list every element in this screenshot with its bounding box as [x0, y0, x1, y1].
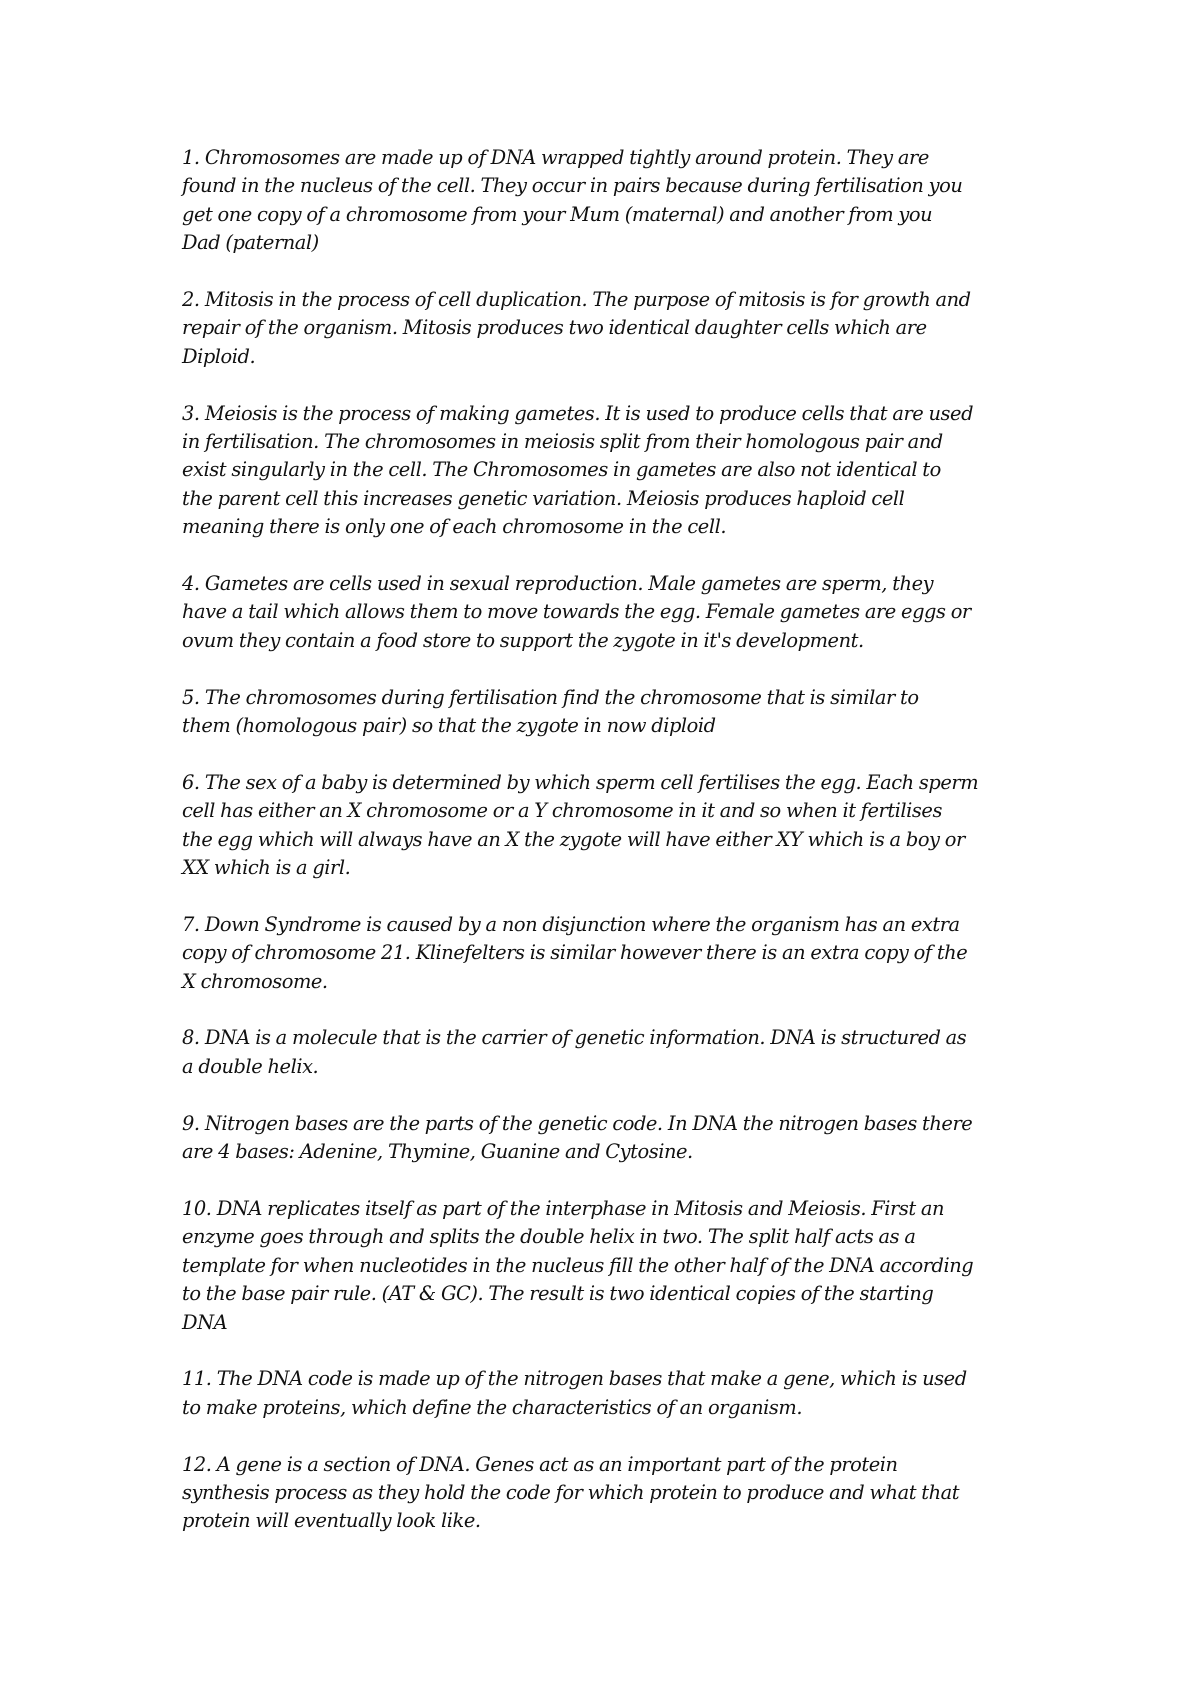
text-line: 5. The chromosomes during fertilisation find the chromosome that is similar to [182, 685, 919, 709]
text-line: found in the nucleus of the cell. They occur in pairs because during fertilisation you [182, 174, 963, 198]
paragraph-7 [182, 911, 1044, 996]
text-line: the parent cell this increases genetic variation. Meiosis produces haploid cell [182, 486, 905, 510]
text-line: 10. DNA replicates itself as part of the interphase in Mitosis and Meiosis. First an [182, 1196, 945, 1220]
text-line: protein will eventually look like. [182, 1509, 481, 1533]
text-line: 7. Down Syndrome is caused by a non disjunction where the organism has an extra [182, 912, 960, 936]
text-line: DNA [182, 1310, 228, 1334]
paragraph-1 [182, 144, 1044, 258]
text-line: meaning there is only one of each chromosome in the cell. [182, 515, 727, 539]
paragraph-6 [182, 769, 1044, 883]
text-line: XX which is a girl. [182, 856, 351, 880]
text-line: 11. The DNA code is made up of the nitrogen bases that make a gene, which is used [182, 1367, 967, 1391]
text-line: enzyme goes through and splits the double helix in two. The split half acts as a [182, 1225, 916, 1249]
paragraph-9 [182, 1110, 1044, 1167]
text-line: 8. DNA is a molecule that is the carrier of genetic information. DNA is structured as [182, 1026, 967, 1050]
text-line: repair of the organism. Mitosis produces two identical daughter cells which are [182, 316, 927, 340]
text-line: copy of chromosome 21. Klinefelters is similar however there is an extra copy of the [182, 941, 968, 965]
text-line: in fertilisation. The chromosomes in meiosis split from their homologous pair and [182, 430, 943, 454]
text-line: template for when nucleotides in the nucleus fill the other half of the DNA according [182, 1253, 974, 1277]
document-body [182, 144, 1044, 1564]
text-line: Dad (paternal) [182, 231, 319, 255]
text-line: to make proteins, which define the characteristics of an organism. [182, 1395, 803, 1419]
text-line: the egg which will always have an X the zygote will have either XY which is a boy or [182, 827, 965, 851]
text-line: get one copy of a chromosome from your Mum (maternal) and another from you [182, 202, 933, 226]
text-line: them (homologous pair) so that the zygote in now diploid [182, 714, 716, 738]
paragraph-12 [182, 1451, 1044, 1536]
text-line: have a tail which allows them to move towards the egg. Female gametes are eggs or [182, 600, 971, 624]
paragraph-5 [182, 684, 1044, 741]
text-line: cell has either an X chromosome or a Y chromosome in it and so when it fertilises [182, 799, 942, 823]
paragraph-11 [182, 1365, 1044, 1422]
text-line: 2. Mitosis in the process of cell duplication. The purpose of mitosis is for growth and [182, 288, 971, 312]
text-line: 6. The sex of a baby is determined by which sperm cell fertilises the egg. Each sperm [182, 770, 979, 794]
paragraph-8 [182, 1024, 1044, 1081]
text-line: X chromosome. [182, 969, 328, 993]
paragraph-2 [182, 286, 1044, 371]
text-line: 12. A gene is a section of DNA. Genes act as an important part of the protein [182, 1452, 898, 1476]
text-line: a double helix. [182, 1054, 319, 1078]
paragraph-3 [182, 400, 1044, 542]
paragraph-10 [182, 1195, 1044, 1337]
text-line: 3. Meiosis is the process of making gametes. It is used to produce cells that are used [182, 401, 974, 425]
text-line: 4. Gametes are cells used in sexual reproduction. Male gametes are sperm, they [182, 572, 934, 596]
text-line: Diploid. [182, 344, 256, 368]
text-line: 1. Chromosomes are made up of DNA wrapped tightly around protein. They are [182, 146, 929, 169]
text-line: exist singularly in the cell. The Chromosomes in gametes are also not identical to [182, 458, 941, 482]
text-line: to the base pair rule. (AT & GC). The result is two identical copies of the starting [182, 1282, 934, 1306]
paragraph-4 [182, 570, 1044, 655]
text-line: are 4 bases: Adenine, Thymine, Guanine and Cytosine. [182, 1140, 693, 1164]
text-line: 9. Nitrogen bases are the parts of the genetic code. In DNA the nitrogen bases there [182, 1111, 973, 1135]
text-line: synthesis process as they hold the code for which protein to produce and what that [182, 1480, 960, 1504]
text-line: ovum they contain a food store to support the zygote in it's development. [182, 628, 864, 652]
